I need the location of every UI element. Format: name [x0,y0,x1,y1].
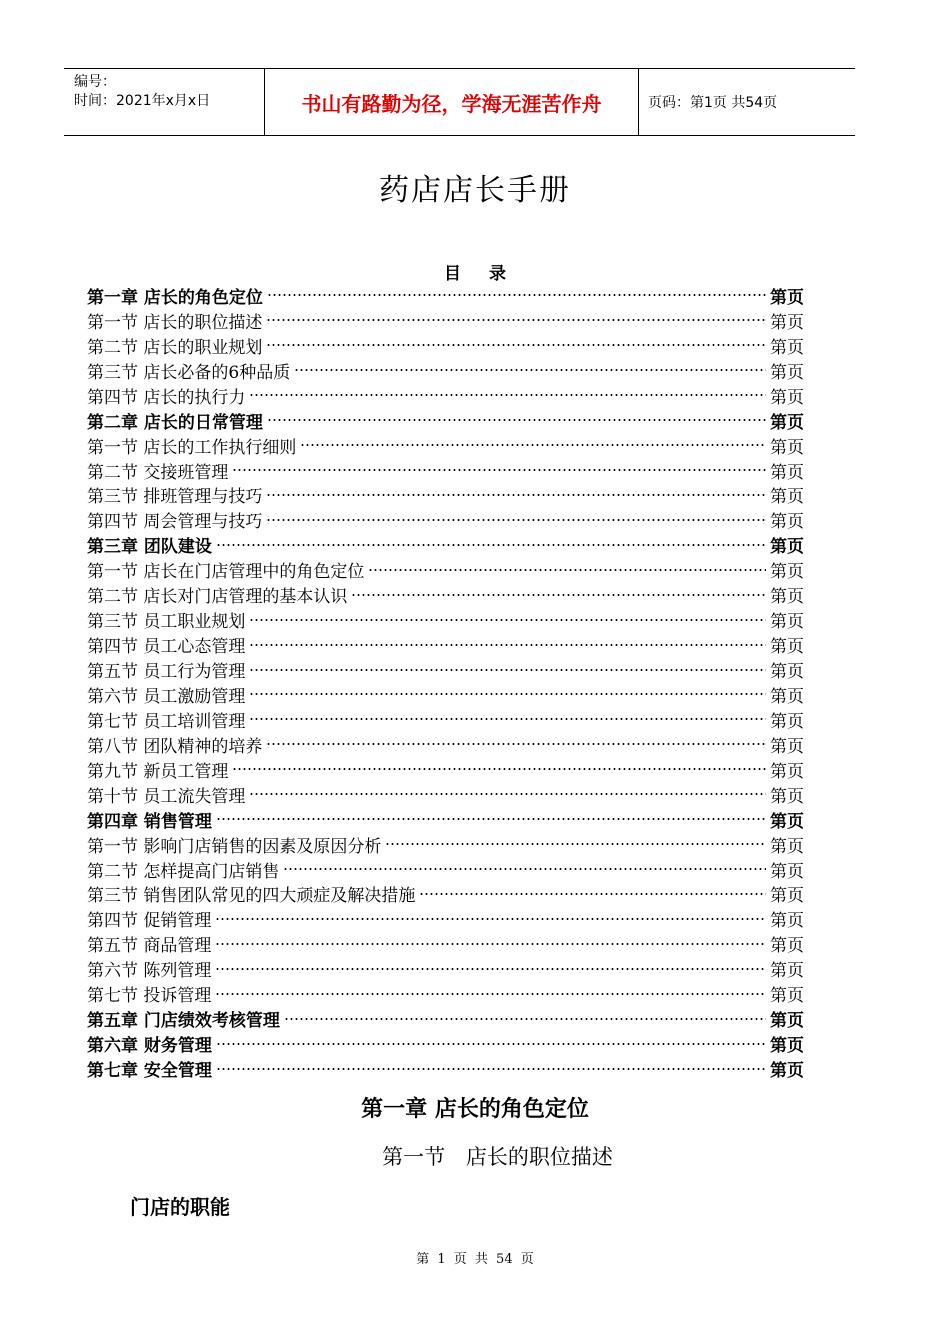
header-motto: 书山有路勤为径，学海无涯苦作舟 [265,69,639,135]
toc-dot-leader [216,1068,766,1070]
toc-dot-leader [267,419,766,421]
toc-entry-page: 第页 [770,312,804,333]
toc-section-entry[interactable] [87,906,804,931]
toc-entry-label: 第三节 员工职业规划 [87,612,246,633]
toc-entry-page: 第页 [770,287,804,308]
table-of-contents [87,283,804,1081]
toc-entry-label: 第二节 店长对门店管理的基本认识 [87,587,348,608]
toc-entry-page: 第页 [770,537,804,558]
toc-section-entry[interactable] [87,483,804,508]
toc-dot-leader [351,594,766,596]
toc-entry-label: 第一节 店长在门店管理中的角色定位 [87,562,365,583]
toc-entry-label: 第二章 店长的日常管理 [87,412,263,433]
toc-entry-page: 第页 [770,686,804,707]
toc-entry-label: 第八节 团队精神的培养 [87,736,263,757]
toc-entry-label: 第六章 财务管理 [87,1036,212,1057]
toc-entry-label: 第一章 店长的角色定位 [87,287,263,308]
toc-entry-page: 第页 [770,1061,804,1081]
toc-entry-label: 第七节 投诉管理 [87,986,212,1007]
toc-entry-page: 第页 [770,412,804,433]
toc-entry-page: 第页 [770,836,804,857]
toc-section-entry[interactable] [87,607,804,632]
page-footer: 第 1 页 共 54 页 [416,1252,534,1267]
toc-section-entry[interactable] [87,757,804,782]
toc-entry-page: 第页 [770,961,804,982]
toc-entry-label: 第四章 销售管理 [87,811,212,832]
toc-section-entry[interactable] [87,333,804,358]
toc-entry-page: 第页 [770,1011,804,1032]
toc-entry-label: 第九节 新员工管理 [87,761,229,782]
toc-entry-label: 第二节 店长的职业规划 [87,337,263,358]
toc-entry-page: 第页 [770,936,804,957]
toc-entry-page: 第页 [770,736,804,757]
toc-section-entry[interactable] [87,632,804,657]
toc-entry-page: 第页 [770,861,804,882]
toc-section-entry[interactable] [87,857,804,882]
toc-entry-page: 第页 [770,437,804,458]
toc-entry-page: 第页 [770,786,804,807]
toc-section-entry[interactable] [87,557,804,582]
toc-section-entry[interactable] [87,507,804,532]
toc-entry-label: 第四节 促销管理 [87,911,212,932]
header-time-label: 时间：2021年x月x日 [74,93,211,109]
toc-entry-page: 第页 [770,337,804,358]
toc-dot-leader [249,693,766,695]
document-title: 药店店长手册 [379,173,571,208]
toc-section-entry[interactable] [87,383,804,408]
toc-section-entry[interactable] [87,782,804,807]
toc-dot-leader [215,918,766,920]
toc-dot-leader [267,294,766,296]
toc-dot-leader [249,394,766,396]
toc-entry-label: 第六节 陈列管理 [87,961,212,982]
toc-entry-label: 第二节 怎样提高门店销售 [87,861,280,882]
toc-chapter-entry[interactable] [87,408,804,433]
header-meta [64,69,265,135]
toc-dot-leader [266,519,766,521]
toc-section-entry[interactable] [87,458,804,483]
toc-dot-leader [249,644,766,646]
toc-dot-leader [385,843,766,845]
toc-dot-leader [266,319,766,321]
toc-entry-page: 第页 [770,637,804,658]
toc-entry-label: 第五章 门店绩效考核管理 [87,1011,280,1032]
toc-dot-leader [266,344,766,346]
toc-entry-page: 第页 [770,1036,804,1057]
toc-dot-leader [266,743,766,745]
toc-dot-leader [283,868,766,870]
toc-section-entry[interactable] [87,308,804,333]
toc-dot-leader [249,793,766,795]
toc-chapter-entry[interactable] [87,1006,804,1031]
toc-entry-page: 第页 [770,811,804,832]
toc-entry-label: 第七章 安全管理 [87,1061,212,1081]
toc-entry-label: 第四节 店长的执行力 [87,387,246,408]
toc-dot-leader [215,968,766,970]
header-number-label: 编号： [74,74,116,90]
toc-entry-label: 第一节 影响门店销售的因素及原因分析 [87,836,382,857]
toc-entry-label: 第五节 商品管理 [87,936,212,957]
toc-entry-page: 第页 [770,562,804,583]
document-header [64,68,855,136]
toc-dot-leader [216,1043,766,1045]
toc-entry-page: 第页 [770,362,804,383]
toc-dot-leader [232,768,766,770]
toc-section-entry[interactable] [87,582,804,607]
toc-entry-page: 第页 [770,387,804,408]
toc-entry-label: 第三节 销售团队常见的四大顽症及解决措施 [87,886,416,907]
section-title: 第一节 店长的职位描述 [382,1145,613,1169]
toc-dot-leader [266,494,766,496]
toc-chapter-entry[interactable] [87,1056,804,1081]
toc-dot-leader [249,718,766,720]
toc-entry-label: 第四节 员工心态管理 [87,637,246,658]
toc-section-entry[interactable] [87,358,804,383]
toc-dot-leader [249,669,766,671]
toc-entry-page: 第页 [770,512,804,533]
toc-section-entry[interactable] [87,657,804,682]
toc-entry-label: 第十节 员工流失管理 [87,786,246,807]
toc-section-entry[interactable] [87,931,804,956]
toc-entry-label: 第五节 员工行为管理 [87,662,246,682]
toc-dot-leader [232,469,766,471]
toc-dot-leader [216,818,766,820]
toc-entry-label: 第三节 店长必备的6种品质 [87,362,291,383]
toc-section-entry[interactable] [87,732,804,757]
toc-section-entry[interactable] [87,956,804,981]
toc-entry-label: 第一节 店长的职位描述 [87,312,263,333]
toc-dot-leader [294,369,766,371]
toc-entry-page: 第页 [770,587,804,608]
toc-heading: 目 录 [444,264,506,284]
chapter-title: 第一章 店长的角色定位 [361,1097,589,1122]
toc-entry-label: 第七节 员工培训管理 [87,711,246,732]
toc-dot-leader [249,619,766,621]
toc-entry-page: 第页 [770,487,804,508]
toc-entry-page: 第页 [770,711,804,732]
toc-section-entry[interactable] [87,682,804,707]
toc-entry-page: 第页 [770,986,804,1007]
toc-entry-page: 第页 [770,911,804,932]
toc-section-entry[interactable] [87,882,804,907]
toc-section-entry[interactable] [87,433,804,458]
subsection-title: 门店的职能 [130,1195,230,1219]
toc-chapter-entry[interactable] [87,807,804,832]
toc-chapter-entry[interactable] [87,532,804,557]
toc-entry-label: 第三节 排班管理与技巧 [87,487,263,508]
header-page-info: 页码：第1页 共54页 [648,95,778,111]
toc-dot-leader [216,544,766,546]
toc-entry-label: 第一节 店长的工作执行细则 [87,437,297,458]
toc-entry-label: 第四节 周会管理与技巧 [87,512,263,533]
toc-dot-leader [419,893,766,895]
toc-section-entry[interactable] [87,981,804,1006]
toc-dot-leader [215,993,766,995]
toc-entry-label: 第六节 员工激励管理 [87,686,246,707]
toc-entry-page: 第页 [770,612,804,633]
toc-entry-label: 第二节 交接班管理 [87,462,229,483]
toc-section-entry[interactable] [87,832,804,857]
toc-entry-page: 第页 [770,662,804,682]
toc-dot-leader [300,444,766,446]
toc-entry-label: 第三章 团队建设 [87,537,212,558]
toc-dot-leader [368,569,766,571]
toc-dot-leader [284,1018,766,1020]
toc-entry-page: 第页 [770,886,804,907]
toc-entry-page: 第页 [770,761,804,782]
toc-dot-leader [215,943,766,945]
toc-section-entry[interactable] [87,707,804,732]
toc-chapter-entry[interactable] [87,1031,804,1056]
toc-entry-page: 第页 [770,462,804,483]
toc-chapter-entry[interactable] [87,283,804,308]
